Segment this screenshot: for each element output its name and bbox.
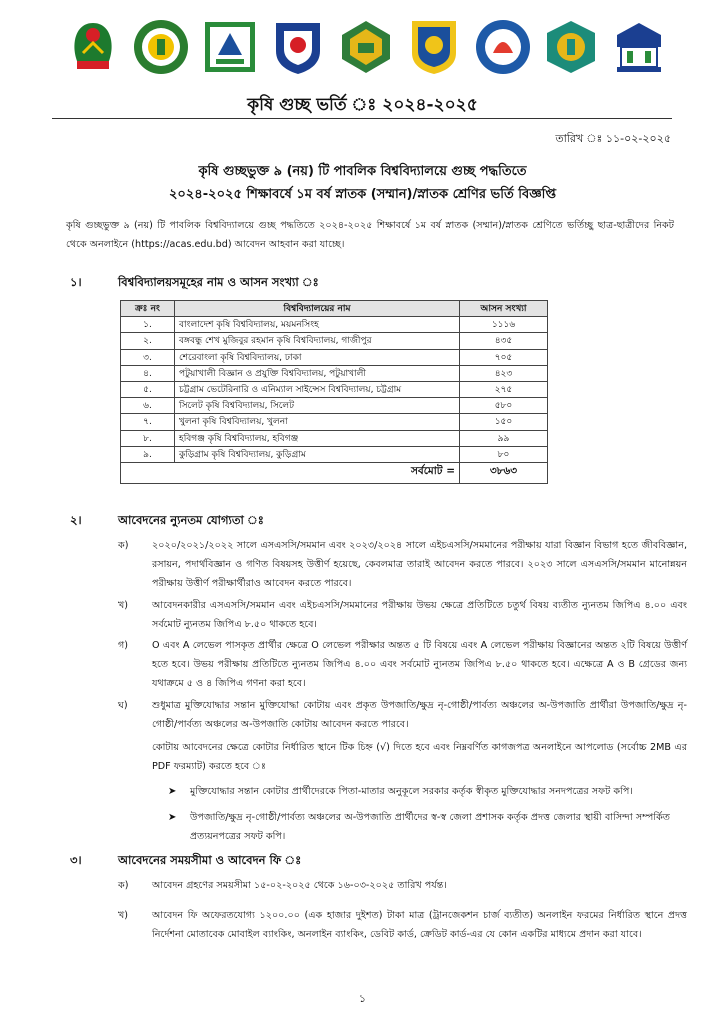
section-1-number: ১। bbox=[70, 275, 82, 289]
row-serial: ৮. bbox=[121, 430, 175, 446]
bullet-text: মুক্তিযোদ্ধার সন্তান কোটার প্রার্থীদেরকে পিতা-মাতার অনুকূলে সরকার কর্তৃক স্বীকৃত মুক্তিযোদ্ধার সনদপত্রের সফট কপি। bbox=[190, 786, 633, 797]
item-key: ক) bbox=[118, 540, 129, 551]
item-key: ঘ) bbox=[118, 700, 128, 711]
arrow-bullet-icon: ➤ bbox=[168, 786, 177, 797]
item-text: আবেদনকারীর এসএসসি/সমমান এবং এইচএসসি/সমমানের পরীক্ষায় উভয় ক্ষেত্রে প্রতিটিতে চতুর্থ বিষয় ব্যতীত ন্যুনতম জিপিএ ৪.০০ এবং সর্বমোট ন্যুনতম জিপিএ ৮.৫০ থাকতে হবে। bbox=[152, 600, 687, 630]
logo-sau bbox=[335, 16, 397, 78]
row-seats: ৮০ bbox=[460, 446, 548, 462]
row-university: হবিগঞ্জ কৃষি বিশ্ববিদ্যালয়, হবিগঞ্জ bbox=[175, 430, 460, 446]
item-text: আবেদন ফি অফেরতযোগ্য ১২০০.০০ (এক হাজার দুইশত) টাকা মাত্র (ট্রানজেকশন চার্জ ব্যতীত) অনলাইন ফরমের নির্ধারিত স্থানে প্রদত্ত নির্দেশনা মোতাবেক মোবাইল ব্যাংকিং, অনলাইন ব্যাংকিং, ডেবিট কার্ড, ক্রেডিট কার্ড-এর যে কোন একটির মাধ্যমে প্রদান করা যাবে। bbox=[152, 910, 687, 940]
quota-note-text: কোটায় আবেদনের ক্ষেত্রে কোটার নির্ধারিত স্থানে টিক চিহ্ন (√) দিতে হবে এবং নিম্নবর্ণিত কাগজপত্র অনলাইনে আপলোড (সর্বোচ্চ 2MB এর PDF ফরম্যাট) করতে হবে ঃ bbox=[152, 742, 687, 772]
item-text: শুধুমাত্র মুক্তিযোদ্ধার সন্তান মুক্তিযোদ্ধা কোটায় এবং প্রকৃত উপজাতি/ক্ষুদ্র নৃ-গোষ্ঠী/পার্বত্য অঞ্চলের অ-উপজাতি প্রার্থীরা উপজাতি/ক্ষুদ্র নৃ-গোষ্ঠী/পার্বত্য অঞ্চলের অ-উপজাতি কোটায় আবেদন করতে পারবে। bbox=[152, 700, 687, 730]
row-university: চট্টগ্রাম ভেটেরিনারি ও এনিম্যাল সাইন্সেস বিশ্ববিদ্যালয়, চট্টগ্রাম bbox=[175, 381, 460, 397]
logo-bau bbox=[62, 16, 124, 78]
total-label: সর্বমোট = bbox=[121, 462, 460, 483]
row-serial: ৯. bbox=[121, 446, 175, 462]
row-seats: ২৭৫ bbox=[460, 381, 548, 397]
row-university: বাংলাদেশ কৃষি বিশ্ববিদ্যালয়, ময়মনসিংহ bbox=[175, 317, 460, 333]
heading-line-1: কৃষি গুচ্ছভুক্ত ৯ (নয়) টি পাবলিক বিশ্ববিদ্যালয়ে গুচ্ছ পদ্ধতিতে bbox=[198, 164, 527, 179]
logo-syl-agri bbox=[130, 16, 192, 78]
row-seats: ৫৮০ bbox=[460, 398, 548, 414]
table-row bbox=[121, 333, 548, 349]
logo-cvasu bbox=[403, 16, 465, 78]
eligibility-item-gha bbox=[118, 696, 687, 736]
section-3-title: আবেদনের সময়সীমা ও আবেদন ফি ঃ bbox=[118, 853, 302, 867]
table-row bbox=[121, 381, 548, 397]
section-3-heading bbox=[70, 852, 301, 871]
logo-khulna-agri bbox=[472, 16, 534, 78]
row-seats: ১৫০ bbox=[460, 414, 548, 430]
seat-table-header bbox=[121, 301, 548, 317]
arrow-bullet-icon: ➤ bbox=[168, 812, 177, 823]
logo-pstu bbox=[199, 16, 261, 78]
fee-item-kha bbox=[118, 906, 687, 966]
eligibility-item-ga bbox=[118, 636, 687, 696]
row-university: কুড়িগ্রাম কৃষি বিশ্ববিদ্যালয়, কুড়িগ্রাম bbox=[175, 446, 460, 462]
row-serial: ২. bbox=[121, 333, 175, 349]
item-text: O এবং A লেভেল পাসকৃত প্রার্থীর ক্ষেত্রে O লেভেল পরীক্ষার অন্তত ৫ টি বিষয়ে এবং A লেভেল পরীক্ষায় বিজ্ঞানের অন্তত ২টি বিষয়ে উত্তীর্ণ হতে হবে। উভয় পরীক্ষায় প্রতিটিতে ন্যুনতম জিপিএ ৪.০০ এবং সর্বমোট ন্যুনতম জিপিএ ৮.৫০ থাকতে হবে। এক্ষেত্রে A ও B গ্রেডের জন্য যথাক্রমে ৫ ও ৪ জিপিএ গণনা করা হবে। bbox=[152, 640, 687, 689]
table-row bbox=[121, 317, 548, 333]
row-seats: ৪২৩ bbox=[460, 365, 548, 381]
row-university: শেরেবাংলা কৃষি বিশ্ববিদ্যালয়, ঢাকা bbox=[175, 349, 460, 365]
col-university: বিশ্ববিদ্যালয়ের নাম bbox=[175, 301, 460, 317]
section-1-title: বিশ্ববিদ্যালয়সমূহের নাম ও আসন সংখ্যা ঃ bbox=[118, 275, 319, 289]
row-serial: ৪. bbox=[121, 365, 175, 381]
heading-line-2: ২০২৪-২০২৫ শিক্ষাবর্ষে ১ম বর্ষ স্নাতক (সম্মান)/স্নাতক শ্রেণির ভর্তি বিজ্ঞপ্তি bbox=[168, 187, 557, 202]
row-serial: ১. bbox=[121, 317, 175, 333]
row-seats: ৪৩৫ bbox=[460, 333, 548, 349]
university-logos bbox=[62, 14, 670, 80]
row-seats: ৯৯ bbox=[460, 430, 548, 446]
item-text: ২০২০/২০২১/২০২২ সালে এসএসসি/সমমান এবং ২০২৩/২০২৪ সালে এইচএসসি/সমমানের পরীক্ষায় যারা বিজ্ঞান বিভাগ হতে জীববিজ্ঞান, রসায়ন, পদার্থবিজ্ঞান ও গণিত বিষয়সহ উত্তীর্ণ হয়েছে, কেবলমাত্র তারাই আবেদন করতে পারবে। ২০২৩ সালে এসএসসি/সমমান মানোন্নয়ন পরীক্ষায় উত্তীর্ণ পরীক্ষার্থীরাও আবেদন করতে পারবে। bbox=[152, 540, 687, 589]
row-serial: ৩. bbox=[121, 349, 175, 365]
eligibility-item-ka bbox=[118, 536, 687, 596]
item-key: ক) bbox=[118, 880, 129, 891]
total-row bbox=[121, 462, 548, 483]
table-row bbox=[121, 349, 548, 365]
row-university: সিলেট কৃষি বিশ্ববিদ্যালয়, সিলেট bbox=[175, 398, 460, 414]
row-serial: ৭. bbox=[121, 414, 175, 430]
section-3-number: ৩। bbox=[70, 853, 82, 867]
section-1-heading bbox=[70, 274, 319, 293]
quota-bullet-2 bbox=[168, 808, 670, 848]
table-row bbox=[121, 430, 548, 446]
notice-heading bbox=[0, 160, 725, 206]
eligibility-item-kha bbox=[118, 596, 687, 636]
row-university: পটুয়াখালী বিজ্ঞান ও প্রযুক্তি বিশ্ববিদ্যালয়, পটুয়াখালী bbox=[175, 365, 460, 381]
row-seats: ১১১৬ bbox=[460, 317, 548, 333]
page-title: কৃষি গুচ্ছ ভর্তি ঃ ২০২৪-২০২৫ bbox=[247, 95, 478, 115]
row-serial: ৫. bbox=[121, 381, 175, 397]
bullet-text: উপজাতি/ক্ষুদ্র নৃ-গোষ্ঠী/পার্বত্য অঞ্চলের অ-উপজাতি প্রার্থীদের স্ব-স্ব জেলা প্রশাসক কর্তৃক প্রদত্ত জেলার স্থায়ী বাসিন্দা সম্পর্কিত প্রত্যয়নপত্রের সফট কপি। bbox=[190, 812, 670, 842]
notice-date: তারিখ ঃ ১১-০২-২০২৫ bbox=[555, 132, 671, 145]
col-seats: আসন সংখ্যা bbox=[460, 301, 548, 317]
section-2-heading bbox=[70, 512, 264, 531]
page-number: ১ bbox=[358, 992, 367, 1005]
seat-table bbox=[120, 300, 548, 484]
row-seats: ৭০৫ bbox=[460, 349, 548, 365]
table-row bbox=[121, 365, 548, 381]
title-underline bbox=[52, 118, 672, 119]
row-university: খুলনা কৃষি বিশ্ববিদ্যালয়, খুলনা bbox=[175, 414, 460, 430]
quota-note bbox=[152, 738, 687, 778]
item-key: গ) bbox=[118, 640, 129, 651]
logo-kurigram-agri bbox=[608, 16, 670, 78]
section-2-title: আবেদনের ন্যুনতম যোগ্যতা ঃ bbox=[118, 513, 264, 527]
row-serial: ৬. bbox=[121, 398, 175, 414]
logo-habiganj-agri bbox=[540, 16, 602, 78]
table-row bbox=[121, 446, 548, 462]
section-2-number: ২। bbox=[70, 513, 82, 527]
intro-paragraph: কৃষি গুচ্ছভুক্ত ৯ (নয়) টি পাবলিক বিশ্ববিদ্যালয়ে গুচ্ছ পদ্ধতিতে ২০২৪-২০২৫ শিক্ষাবর্ষে ১ম বর্ষ স্নাতক (সম্মান)/স্নাতক শ্রেণিতে ভর্তিচ্ছু ছাত্র-ছাত্রীদের নিকট থেকে অনলাইনে (https://acas.edu.bd) আবেদন আহবান করা যাচ্ছে। bbox=[66, 220, 674, 250]
deadline-item-ka bbox=[118, 876, 687, 898]
item-text: আবেদন গ্রহণের সময়সীমা ১৫-০২-২০২৫ থেকে ১৬-০৩-২০২৫ তারিখ পর্যন্ত। bbox=[152, 880, 447, 891]
col-serial: ক্রঃ নং bbox=[121, 301, 175, 317]
total-value: ৩৮৬৩ bbox=[460, 462, 548, 483]
table-row bbox=[121, 414, 548, 430]
item-key: খ) bbox=[118, 600, 129, 611]
row-university: বঙ্গবন্ধু শেখ মুজিবুর রহমান কৃষি বিশ্ববিদ্যালয়, গাজীপুর bbox=[175, 333, 460, 349]
logo-bsmrau bbox=[267, 16, 329, 78]
item-key: খ) bbox=[118, 910, 129, 921]
table-row bbox=[121, 398, 548, 414]
